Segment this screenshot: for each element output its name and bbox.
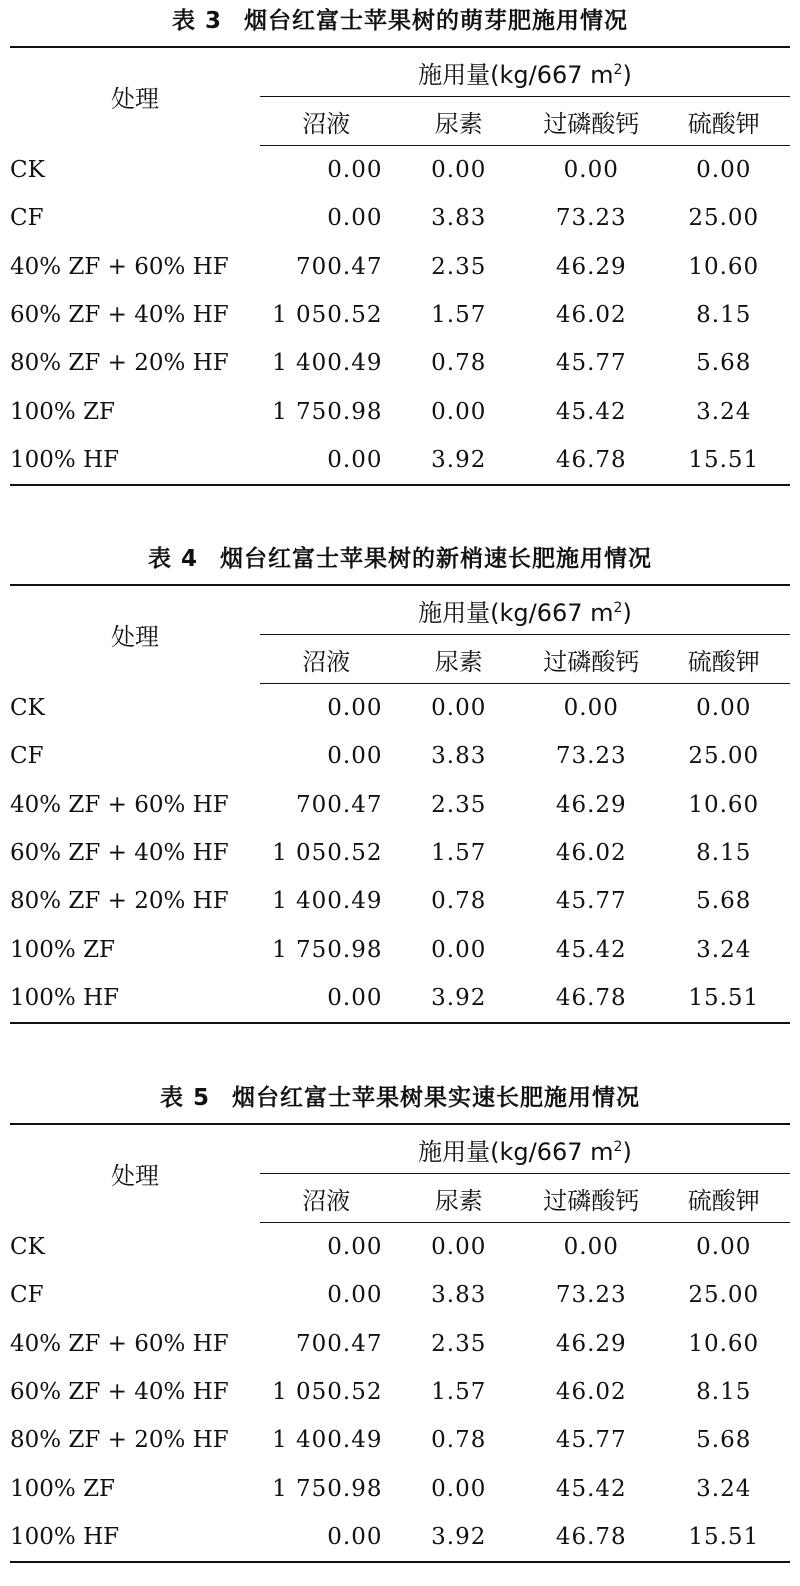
value-cell: 3.92: [393, 974, 526, 1023]
treatment-cell: 100% HF: [10, 436, 260, 485]
table-row: [10, 781, 790, 829]
value-cell: 3.83: [431, 1282, 487, 1309]
value-cell: 46.02: [555, 302, 627, 329]
value-cell: 15.51: [658, 1513, 791, 1562]
treatment-cell: 40% ZF + 60% HF: [10, 1330, 229, 1357]
table-row: [10, 1513, 790, 1562]
table-title: 烟台红富士苹果树的新梢速长肥施用情况: [220, 546, 652, 572]
value-cell: 46.78: [525, 436, 658, 485]
value-cell: 3.24: [696, 936, 752, 963]
value-cell: 8.15: [696, 840, 752, 867]
header-group-label: 施用量(kg/667 m: [418, 598, 614, 627]
treatment-cell: 40% ZF + 60% HF: [10, 791, 229, 818]
value-cell: 0.00: [563, 695, 619, 722]
value-cell: 5.68: [696, 350, 752, 377]
value-cell: 0.00: [696, 157, 752, 184]
value-cell: 700.47: [296, 1330, 383, 1357]
header-group-label: 施用量(kg/667 m: [418, 60, 614, 89]
value-cell: 1 050.52: [272, 302, 383, 329]
treatment-cell: 100% HF: [10, 1513, 260, 1562]
table-number: 表 5: [159, 1085, 210, 1111]
value-cell: 1 750.98: [272, 398, 383, 425]
table-row: [10, 243, 790, 291]
value-cell: 46.29: [555, 791, 627, 818]
value-cell: 3.92: [393, 1513, 526, 1562]
value-cell: 3.24: [696, 1475, 752, 1502]
data-table: [10, 46, 790, 486]
value-cell: 0.78: [431, 888, 487, 915]
value-cell: 45.42: [555, 398, 627, 425]
header-group-close: ): [622, 1137, 632, 1166]
value-cell: 10.60: [688, 253, 760, 280]
value-cell: 0.00: [696, 1234, 752, 1261]
value-cell: 0.78: [431, 350, 487, 377]
value-cell: 3.24: [696, 398, 752, 425]
value-cell: 0.00: [327, 157, 383, 184]
value-cell: 1.57: [431, 1379, 487, 1406]
header-group-label: 施用量(kg/667 m: [418, 1137, 614, 1166]
table-row: [10, 1271, 790, 1319]
value-cell: 45.42: [555, 936, 627, 963]
value-cell: 0.00: [327, 695, 383, 722]
treatment-cell: CK: [10, 156, 45, 183]
treatment-cell: 80% ZF + 20% HF: [10, 888, 229, 915]
value-cell: 1.57: [431, 302, 487, 329]
value-cell: 45.42: [555, 1475, 627, 1502]
header-group-sup: 2: [613, 61, 623, 78]
table-row: [10, 1320, 790, 1368]
value-cell: 3.83: [431, 205, 487, 232]
table-title: 烟台红富士苹果树的萌芽肥施用情况: [244, 8, 628, 34]
treatment-cell: CF: [10, 1282, 44, 1309]
value-cell: 2.35: [431, 791, 487, 818]
table-block: [0, 1077, 800, 1563]
value-cell: 73.23: [555, 205, 627, 232]
table-row: [10, 974, 790, 1023]
table-row: [10, 829, 790, 877]
value-cell: 3.83: [431, 743, 487, 770]
column-header: 尿素: [393, 635, 526, 684]
value-cell: 0.00: [260, 436, 393, 485]
value-cell: 46.78: [525, 1513, 658, 1562]
value-cell: 0.78: [431, 1427, 487, 1454]
column-header: 硫酸钾: [658, 635, 791, 684]
column-header: 尿素: [393, 97, 526, 146]
table-row: [10, 194, 790, 242]
column-header: 沼液: [260, 635, 393, 684]
value-cell: 5.68: [696, 888, 752, 915]
value-cell: 45.77: [555, 888, 627, 915]
header-group-sup: 2: [613, 1138, 623, 1155]
value-cell: 0.00: [431, 1234, 487, 1261]
value-cell: 3.92: [393, 436, 526, 485]
table-number: 表 3: [171, 8, 222, 34]
table-row: [10, 1368, 790, 1416]
value-cell: 8.15: [696, 302, 752, 329]
value-cell: 1 400.49: [272, 1427, 383, 1454]
column-header: 过磷酸钙: [525, 1174, 658, 1223]
value-cell: 0.00: [327, 205, 383, 232]
value-cell: 1.57: [431, 840, 487, 867]
column-header: 过磷酸钙: [525, 97, 658, 146]
column-header: 硫酸钾: [658, 1174, 791, 1223]
treatment-cell: 80% ZF + 20% HF: [10, 350, 229, 377]
data-table: [10, 1123, 790, 1563]
value-cell: 1 750.98: [272, 936, 383, 963]
table-block: [0, 538, 800, 1024]
treatment-cell: 60% ZF + 40% HF: [10, 840, 229, 867]
table-row: [10, 146, 790, 195]
value-cell: 15.51: [658, 436, 791, 485]
value-cell: 5.68: [696, 1427, 752, 1454]
value-cell: 25.00: [688, 205, 760, 232]
table-row: [10, 436, 790, 485]
table-number: 表 4: [147, 546, 198, 572]
treatment-cell: 60% ZF + 40% HF: [10, 302, 229, 329]
value-cell: 25.00: [688, 1282, 760, 1309]
header-treatment: 处理: [10, 47, 260, 146]
treatment-cell: 60% ZF + 40% HF: [10, 1379, 229, 1406]
value-cell: 46.78: [525, 974, 658, 1023]
treatment-cell: 100% ZF: [10, 936, 116, 963]
column-header: 沼液: [260, 97, 393, 146]
table-row: [10, 925, 790, 973]
column-header: 硫酸钾: [658, 97, 791, 146]
treatment-cell: 100% HF: [10, 974, 260, 1023]
treatment-cell: 100% ZF: [10, 1475, 116, 1502]
treatment-cell: CF: [10, 743, 44, 770]
value-cell: 0.00: [431, 1475, 487, 1502]
treatment-cell: 80% ZF + 20% HF: [10, 1427, 229, 1454]
value-cell: 15.51: [658, 974, 791, 1023]
treatment-cell: CF: [10, 205, 44, 232]
treatment-cell: 40% ZF + 60% HF: [10, 253, 229, 280]
header-group-close: ): [622, 60, 632, 89]
header-application-rate: [260, 47, 790, 97]
table-row: [10, 1223, 790, 1272]
value-cell: 2.35: [431, 253, 487, 280]
header-treatment: 处理: [10, 585, 260, 684]
data-table: [10, 584, 790, 1024]
value-cell: 1 050.52: [272, 840, 383, 867]
table-row: [10, 387, 790, 435]
value-cell: 25.00: [688, 743, 760, 770]
value-cell: 1 400.49: [272, 888, 383, 915]
value-cell: 46.29: [555, 1330, 627, 1357]
value-cell: 700.47: [296, 253, 383, 280]
table-row: [10, 877, 790, 925]
value-cell: 46.02: [555, 1379, 627, 1406]
header-application-rate: [260, 1124, 790, 1174]
table-row: [10, 684, 790, 733]
table-caption: [0, 0, 800, 46]
table-row: [10, 1416, 790, 1464]
value-cell: 0.00: [327, 1282, 383, 1309]
value-cell: 10.60: [688, 791, 760, 818]
table-block: [0, 0, 800, 486]
treatment-cell: CK: [10, 1233, 45, 1260]
value-cell: 45.77: [555, 350, 627, 377]
value-cell: 73.23: [555, 743, 627, 770]
column-header: 过磷酸钙: [525, 635, 658, 684]
value-cell: 73.23: [555, 1282, 627, 1309]
value-cell: 0.00: [431, 936, 487, 963]
value-cell: 1 050.52: [272, 1379, 383, 1406]
treatment-cell: CK: [10, 694, 45, 721]
value-cell: 0.00: [260, 1513, 393, 1562]
value-cell: 0.00: [563, 157, 619, 184]
value-cell: 0.00: [696, 695, 752, 722]
header-group-close: ): [622, 598, 632, 627]
value-cell: 0.00: [327, 1234, 383, 1261]
value-cell: 0.00: [431, 157, 487, 184]
table-row: [10, 291, 790, 339]
value-cell: 46.29: [555, 253, 627, 280]
header-treatment: 处理: [10, 1124, 260, 1223]
table-row: [10, 1464, 790, 1512]
value-cell: 0.00: [327, 743, 383, 770]
value-cell: 45.77: [555, 1427, 627, 1454]
value-cell: 2.35: [431, 1330, 487, 1357]
value-cell: 1 750.98: [272, 1475, 383, 1502]
header-group-sup: 2: [613, 599, 623, 616]
value-cell: 1 400.49: [272, 350, 383, 377]
value-cell: 0.00: [260, 974, 393, 1023]
table-caption: [0, 538, 800, 584]
value-cell: 0.00: [431, 695, 487, 722]
value-cell: 700.47: [296, 791, 383, 818]
table-row: [10, 339, 790, 387]
table-title: 烟台红富士苹果树果实速长肥施用情况: [232, 1085, 640, 1111]
table-caption: [0, 1077, 800, 1123]
value-cell: 8.15: [696, 1379, 752, 1406]
column-header: 尿素: [393, 1174, 526, 1223]
value-cell: 0.00: [563, 1234, 619, 1261]
treatment-cell: 100% ZF: [10, 398, 116, 425]
value-cell: 10.60: [688, 1330, 760, 1357]
table-row: [10, 732, 790, 780]
value-cell: 46.02: [555, 840, 627, 867]
value-cell: 0.00: [431, 398, 487, 425]
header-application-rate: [260, 585, 790, 635]
column-header: 沼液: [260, 1174, 393, 1223]
